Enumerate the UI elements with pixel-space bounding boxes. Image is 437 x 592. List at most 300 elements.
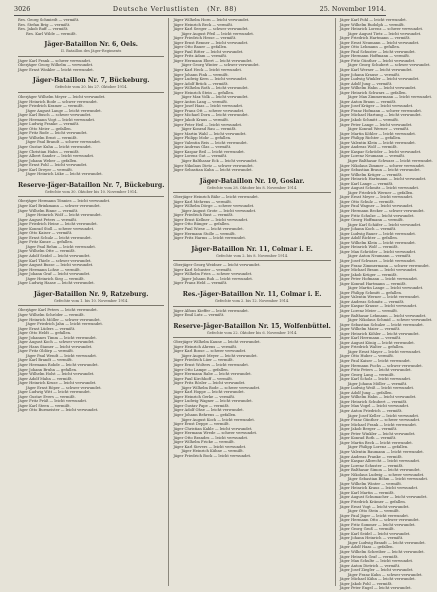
casualty-entry: Jäger Emil Lutz — vermißt. [173,313,225,318]
casualty-entry: Jäger Anton Braun — vermißt. [339,99,397,104]
casualty-entry: Jäger Otto Kaiser — vermißt. [18,231,73,236]
casualty-entry: Jäger Anton Friedrich — vermißt. [339,409,403,414]
casualty-entry: Jäger Ludwig Witt — leicht verwundet. [18,390,91,395]
casualty-entry: Jäger Ludwig Franke — vermißt. [18,122,80,127]
casualty-entry: Jäger Paul Brandt — schwer verwundet. [26,140,102,145]
casualty-entry: Jäger Josef Haas — leicht verwundet. [173,104,244,109]
casualty-entry: Jäger Michael Frank — leicht verwundet. [339,422,418,427]
casualty-entry: Jäger Heinrich Wolf — leicht verwundet. [26,213,102,218]
casualty-entry: Jäger Hermann Stolle — vermißt. [173,231,236,236]
casualty-entry: Res. Stefan Brig — vermißt. [18,22,71,27]
casualty-entry: Jäger Peter Heil — leicht verwundet. [173,122,243,127]
casualty-entry: Jäger Paul Kirchhoff — vermißt. [173,376,233,381]
casualty-entry: Jäger Ernst Schulz — leicht verwundet. [18,235,92,240]
casualty-entry: Jäger Ernst Lüders — vermißt. [18,326,76,331]
issue-number: (Nr. 88) [207,5,238,13]
casualty-entry: Jäger Wilhelm Maier — vermißt. [339,327,401,332]
casualty-entry: Jäger Konrad Roth — vermißt. [339,436,397,441]
casualty-entry: Jäger Franz Zimmermann — schwer verwundet. [339,263,430,268]
casualty-entry: Jäger Fritz Peters — leicht verwundet. [339,368,412,373]
casualty-entry: Jäger Karl Brinkmann — schwer verwundet. [18,204,101,208]
casualty-entry: Jäger Balthasar Lehmann — leicht verwundet. [339,313,427,318]
casualty-entry: Jäger Adolf Jung — vermißt. [339,81,393,86]
casualty-entry: Jäger Kaspar Beil — leicht verwundet. [173,149,245,154]
casualty-entry: Jäger Hermann Fuchs — schwer verwundet. [339,363,423,368]
casualty-entry: Jäger Fritz Harms — leicht verwundet. [173,236,247,241]
section-subheading: Gefechte vom 1. bis 10. November 1914. [53,298,129,303]
casualty-entry: Jäger Gustav Kuhn — leicht verwundet. [18,145,92,150]
casualty-entry: Jäger Philipp Lorenz — gefallen. [347,445,409,450]
casualty-entry: Res. Georg Schmiedt — vermißt. [18,18,80,22]
casualty-entry: Jäger August Peters — vermißt. [18,217,78,222]
casualty-entry: Jäger Karl Bosse — schwer verwundet. [173,349,247,354]
casualty-entry: Jäger Georg Hoffmann — vermißt. [339,218,404,223]
casualty-entry: Jäger Ernst Meyer — leicht verwundet. [339,195,414,200]
casualty-entry: Jäger Valentin Klein — leicht verwundet. [339,140,416,145]
casualty-entry: Jäger Heinrich Möller — schwer verwundet. [18,317,101,322]
casualty-entry: Jäger Adolf Mahn — vermißt. [18,376,73,381]
casualty-entry: Jäger Paul Rehm — leicht verwundet. [26,244,97,249]
casualty-entry: Oberjäger Georg Weidner — leicht verwundet. [173,263,261,268]
casualty-entry: Jäger Otto Lehmann — gefallen. [339,45,401,50]
casualty-entry: Jäger Hermann Wrede — schwer verwundet. [173,431,258,436]
casualty-entry: Oberjäger Georg Wilhelm — verwundet. [18,63,94,68]
casualty-entry: Jäger Jakob Krüger — vermißt. [339,272,398,277]
section-subheading: Gefechte vom 30. Oktober bis 10. November 1914. [44,189,138,194]
casualty-entry: Jäger Albert Sander — leicht verwundet. [18,154,95,159]
casualty-entry: Jäger Martin Wahl — leicht verwundet. [173,131,247,136]
casualty-entry: Jäger Peter Engel — leicht verwundet. [339,586,412,591]
section-heading: Jäger-Bataillon Nr. 9, Ratzeburg. [33,290,149,298]
casualty-entry: Jäger Christian Kahle — leicht verwundet. [173,426,253,431]
casualty-entry: Jäger Nikolaus Schmid — schwer verwundet. [347,318,433,323]
casualty-entry: Jäger Franz Held — vermißt. [173,281,228,286]
casualty-entry: Jäger Johann Heinrich — vermißt. [339,536,404,541]
casualty-entry: Jäger Heinrich Hartmann — leicht verwundet. [339,177,427,182]
casualty-entry: Jäger Hans Stamer — leicht verwundet. [18,344,93,349]
casualty-entry: Jäger Peter Winkler — leicht verwundet. [339,431,416,436]
casualty-entry: Jäger Paul Wendt — leicht verwundet. [26,353,98,358]
casualty-entry: Jäger Max Zimmermann — leicht verwundet. [347,95,433,100]
casualty-entry: Jäger Martin Beck — leicht verwundet. [339,440,413,445]
casualty-entry: Jäger Ludwig Bauer — leicht verwundet. [339,231,417,236]
casualty-entry: Jäger Johann Weber — gefallen. [18,158,78,163]
casualty-entry: Jäger Jakob Schmitt — vermißt. [339,118,400,123]
casualty-entry: Jäger Wilhelm Krüger — vermißt. [339,172,403,177]
casualty-entry: Jäger Karl Lange — vermißt. [339,181,394,186]
casualty-entry: Jäger Lorenz Meier — vermißt. [339,309,398,313]
casualty-entry: Jäger August Koch — leicht verwundet. [181,417,255,422]
section-divider [18,305,164,306]
casualty-entry: Jäger Hermann Ebert — leicht verwundet. [173,58,253,63]
casualty-entry: Jäger Ernst Deppe — vermißt. [173,422,230,427]
casualty-entry: Res. Jakob Ruff — vermißt. [18,27,69,32]
casualty-entry: Jäger Fritz Sommer — leicht verwundet. [339,522,416,527]
casualty-entry: Jäger Anton Dietrich — vermißt. [339,563,401,568]
casualty-entry: Jäger Jakob Pohl — vermißt. [339,581,393,586]
casualty-entry: Jäger Ernst Mayer — leicht verwundet. [347,349,422,354]
casualty-entry: Jäger Fritz Adam — vermißt. [173,54,228,59]
section-subheading: Gefechte vom 22. Oktober bis 6. November 1914. [206,330,298,335]
casualty-entry: Jäger Hermann Hoffmann — vermißt. [339,54,411,59]
casualty-entry: Jäger Nikolaus Dietz — schwer verwundet. [173,163,254,168]
casualty-entry: Jäger Heinrich Lorenz — schwer verwundet. [339,27,424,32]
casualty-entry: Jäger Johann Ruh — leicht verwundet. [181,276,254,281]
casualty-entry: Jäger Fritz Oldörp — vermißt. [18,349,75,354]
section-divider [173,337,330,338]
casualty-entry: Jäger Max Vogel — leicht verwundet. [339,404,410,409]
casualty-entry: Jäger Anton Lang — vermißt. [173,99,229,104]
casualty-entry: Jäger Sebastian Kuhn — leicht verwundet. [173,168,253,173]
casualty-entry: Jäger Josef Schwarz — leicht verwundet. [339,258,417,263]
section-heading: Reserve-Jäger-Bataillon Nr. 15, Wolfenbüttel. [173,322,331,330]
casualty-entry: Jäger Wilhelm Horn — leicht verwundet. [173,18,250,22]
casualty-entry: Jäger Johann Fink — vermißt. [173,72,229,77]
casualty-entry: Jäger Valentin Baumann — leicht verwundet. [339,449,424,454]
casualty-entry: Jäger Franz Günther — schwer verwundet. [339,418,421,423]
section-heading: Jäger-Bataillon Nr. 7, Bückeburg. [32,77,150,85]
casualty-entry: Jäger Adolf Jung — gefallen. [339,390,393,395]
casualty-entry: Jäger Kaspar Albrecht — leicht verwundet. [339,459,421,464]
casualty-entry: Jäger Heinrich Köhler — leicht verwundet. [339,331,420,336]
casualty-entry: Jäger Karl Schäfer — leicht verwundet. [347,222,422,227]
casualty-entry: Jäger Johann Koch — vermißt. [339,227,397,232]
casualty-entry: Jäger Heinrich Stein — gefallen. [173,90,235,95]
casualty-entry: Jäger Ludwig Haase — leicht verwundet. [18,281,95,286]
casualty-entry: Jäger Heinrich Kühne — vermißt. [181,449,244,454]
casualty-entry: Jäger August Schmitz — leicht verwundet. [339,186,420,191]
casualty-entry: Jäger Ernst Kellner — leicht verwundet. [173,217,249,222]
casualty-entry: Jäger Josef Krüger — leicht verwundet. [339,104,414,109]
casualty-entry: Jäger Ludwig Winkler — leicht verwundet. [339,77,420,82]
casualty-entry: Jäger Karl Schuster — vermißt. [173,267,233,272]
casualty-entry: Jäger Heinrich Sieg — vermißt. [26,276,85,281]
casualty-entry: Jäger Christian Hahn — vermißt. [18,149,80,154]
casualty-entry: Jäger Fritz Rode — leicht verwundet. [18,131,88,136]
casualty-entry: Jäger Adolf Richter — gefallen. [339,236,398,241]
casualty-entry: Jäger Heinrich Bode — schwer verwundet. [18,99,98,104]
casualty-entry: Jäger Balthasar Eck — leicht verwundet. [181,158,258,163]
casualty-entry: Jäger Martin Köhler — leicht verwundet. [339,131,417,136]
casualty-entry: Jäger Balthasar Simon — leicht verwundet. [339,468,421,473]
casualty-entry: Jäger August Meyer — leicht verwundet. [181,353,258,358]
casualty-entry: Jäger Jakob Kraus — vermißt. [173,118,230,123]
section-divider [173,192,330,193]
casualty-entry: Jäger Wilhelm Hahn — leicht verwundet. [339,86,417,91]
casualty-entry: Jäger Konrad Hartmann — vermißt. [339,281,407,286]
casualty-entry: Oberjäger Karl Peters — leicht verwundet. [18,308,98,313]
page-header [14,4,386,14]
casualty-entry: Jäger Paul Ritter — leicht verwundet. [173,49,244,54]
casualty-entry: Jäger Friedrich Werner — gefallen. [347,190,414,195]
casualty-entry: Jäger Gustav Evers — vermißt. [18,394,76,399]
casualty-entry: Jäger Otto Bünger — gefallen. [173,222,230,227]
casualty-entry: Jäger Heinrich Lüke — leicht verwundet. [26,172,103,177]
casualty-entry: Jäger Friedrich Kramer — vermißt. [18,104,84,109]
section-divider [18,92,164,93]
section-heading: Res.-Jäger-Bataillon Nr. 11, Colmar i. E. [182,290,322,298]
casualty-entry: Jäger Karl Seidel — leicht verwundet. [339,531,411,536]
issue-date: 25. November 1914. [319,5,386,13]
casualty-entry: Jäger Michael Dorn — leicht verwundet. [173,113,249,118]
casualty-entry: Jäger Friedrich Hesse — vermißt. [173,36,237,41]
casualty-entry: Jäger Wilhelm Hahn — leicht verwundet. [339,395,417,400]
casualty-entry: Jäger Philipp Mohr — gefallen. [173,136,232,141]
casualty-entry: Jäger Karl Herrmann — vermißt. [339,336,402,341]
casualty-entry: Jäger Johann Möller — vermißt. [347,381,408,386]
section-divider [18,56,164,57]
section-divider [18,196,164,197]
header-rule [14,15,386,16]
casualty-entry: Jäger Martin Lange — leicht verwundet. [347,286,424,291]
casualty-entry: Jäger Konrad Werner — vermißt. [347,127,410,132]
casualty-entry: Jäger Johann Graf — leicht verwundet. [18,272,91,277]
column-1 [14,18,168,586]
casualty-entry: Jäger Paul Wagner — leicht verwundet. [339,204,414,209]
casualty-entry: Jäger Wilhelm Roth — leicht verwundet. [173,86,249,91]
casualty-entry: Oberjäger Wilhelm Kaune — leicht verwundet. [173,340,261,345]
casualty-entry: Jäger Karl Mehrens — vermißt. [173,199,233,204]
casualty-entry: Jäger Konrad Rau — vermißt. [181,127,237,132]
column-3 [335,18,437,591]
journal-name: Deutsche Verlustlisten [112,5,200,13]
casualty-entry: Jäger Karl Brandt — vermißt. [18,358,73,363]
casualty-entry: Jäger Johannes Timm — leicht verwundet. [18,335,97,340]
casualty-entry: Oberjäger Hermann Tönnies — leicht verwundet. [18,199,111,204]
casualty-entry: Jäger Ludwig Weiß — leicht verwundet. [339,386,415,391]
casualty-entry: Jäger Kaspar Schröder — leicht verwundet. [339,149,422,154]
casualty-entry: Jäger Hermann Rohde — leicht verwundet. [18,363,99,367]
casualty-entry: Jäger Alfons Kieffer — leicht verwundet. [173,308,249,313]
casualty-entry: Jäger Georg Groß — vermißt. [339,527,395,532]
casualty-entry: Jäger Friedrich Rust — vermißt. [173,213,234,218]
casualty-entry: Jäger August König — leicht verwundet. [339,340,415,345]
casualty-entry: Jäger August Koch — schwer verwundet. [18,340,95,345]
section-heading: Jäger-Bataillon Nr. 10, Goslar. [199,177,305,185]
section-subheading: II. Bataillon des Jäger-Regiments [61,49,122,54]
casualty-entry: Oberjäger Heinrich Bähr — leicht verwundet. [173,195,259,200]
casualty-entry: Jäger Otto Lampe — gefallen. [173,367,229,372]
casualty-entry: Jäger August Busse — leicht verwundet. [18,263,94,268]
casualty-entry: Jäger Friedrich Bock — leicht verwundet. [173,453,252,458]
casualty-entry: Jäger Heinrich Wolf — vermißt. [339,245,399,250]
casualty-entry: Jäger Wilhelm Bode — schwer verwundet. [181,385,261,390]
casualty-entry: Jäger Heinrich Gerke — vermißt. [173,394,236,399]
casualty-entry: Jäger Andreas Franke — vermißt. [339,454,403,459]
casualty-entry: Jäger Paul Kaiser — leicht verwundet. [339,359,411,364]
casualty-entry: Jäger Wilhelm Holst — leicht verwundet. [18,372,95,377]
casualty-entry: Jäger Hermann Otto — schwer verwundet. [339,518,420,523]
casualty-entry: Jäger Max Volk — leicht verwundet. [181,95,249,100]
casualty-entry: Jäger August Schumacher — leicht verwundet. [339,495,428,500]
casualty-entry: Jäger Wilhelm Schröder — vermißt. [18,312,85,317]
section-subheading: Gefechte vom 20. bis 27. Oktober 1914. [54,85,128,90]
casualty-entry: Jäger Heinrich Kraus — leicht verwundet. [339,486,419,491]
casualty-entry: Jäger Adolf Ohse — leicht verwundet. [173,408,244,413]
casualty-entry: Jäger Heinrich Schubert — vermißt. [339,399,408,404]
casualty-entry: Jäger Kaspar Krause — leicht verwundet. [339,304,418,309]
section-subheading: Gefechte vom 28. Oktober bis 8. November 1914. [206,185,298,190]
casualty-entry: Jäger Georg Schubert — schwer verwundet. [347,63,431,68]
casualty-entry: Jäger Wilhelm Rudolph — vermißt. [339,22,405,27]
casualty-entry: Jäger Ernst Pohl — leicht verwundet. [18,163,88,168]
text-columns [14,18,433,591]
casualty-entry: Jäger Friedrich Krämer — gefallen. [339,499,406,504]
casualty-entry: Jäger Heinrich Graf — vermißt. [339,554,399,559]
casualty-entry: Jäger Otto Burmeister — leicht verwundet. [18,408,99,413]
casualty-entry: Jäger Otto Bauer — gefallen. [173,45,228,50]
casualty-entry: Jäger Fritz Günther — leicht verwundet. [339,58,416,63]
casualty-entry: Jäger Johann Behrens — gefallen. [173,413,237,418]
casualty-entry: Jäger Anton Neumann — vermißt. [347,254,412,259]
casualty-entry: Jäger Johann Krause — vermißt. [339,72,401,77]
casualty-entry: Jäger Ernst Neumann — leicht verwundet. [339,40,420,45]
casualty-entry: Jäger Otto Huber — vermißt. [339,354,395,359]
casualty-entry: Jäger Nikolaus Zimmer — schwer verwundet. [339,163,426,168]
casualty-entry: Jäger Karl Scholz — leicht verwundet. [339,377,412,382]
casualty-entry: Jäger Michael Braun — leicht verwundet. [339,268,418,273]
casualty-entry: Jäger Wilhelm Schreiber — leicht verwundet. [339,549,425,554]
casualty-entry: Jäger Ernst Winkler — leicht verwundet. [18,67,94,72]
casualty-entry: Jäger Wilhelm Ernst — vermißt. [18,135,78,140]
casualty-entry: Jäger Philipp Schmitt — gefallen. [339,290,403,295]
journal-title [113,5,237,13]
casualty-entry: Jäger Karl Busch — schwer verwundet. [18,113,92,118]
casualty-entry: Jäger Karl Steen — vermißt. [18,403,71,408]
casualty-entry: Jäger Fritz Rösler — leicht verwundet. [173,381,246,386]
casualty-entry: Jäger Ernst Wolters — leicht verwundet. [173,363,249,367]
casualty-entry: Jäger Ernst Vogt — leicht verwundet. [339,504,410,509]
casualty-entry: Jäger Nikolaus Ludwig — schwer verwundet. [339,472,425,477]
casualty-entry: Jäger Ludwig Brandt — leicht verwundet. [347,540,426,545]
column-2 [168,18,334,586]
casualty-entry: Jäger Ernst Renner — leicht verwundet. [173,40,249,45]
casualty-entry: Jäger Paul Wiese — leicht verwundet. [173,227,244,232]
casualty-entry: Jäger Sebastian Böhm — leicht verwundet. [347,477,429,482]
casualty-entry: Jäger Andreas Schmitz — vermißt. [339,299,405,304]
casualty-entry: Jäger Max Schröder — leicht verwundet. [339,249,417,254]
casualty-entry: Jäger August Tietz — leicht verwundet. [347,31,422,36]
casualty-entry: Jäger Peter Lange — leicht verwundet. [339,122,413,127]
casualty-entry: Jäger Philipp Richter — gefallen. [339,136,402,141]
casualty-entry: Jäger Paul Schuster — leicht verwundet. [339,49,416,54]
casualty-entry: Jäger Konrad Stoll — schwer verwundet. [18,226,95,231]
section-divider [173,306,330,307]
casualty-entry: Jäger Jakob Berger — vermißt. [339,427,398,432]
casualty-entry: Jäger August Pfeil — leicht verwundet. [181,31,255,36]
casualty-entry: Jäger Karl Martin — vermißt. [339,490,395,495]
casualty-entry: Jäger Karl Heck — leicht verwundet. [173,68,243,73]
casualty-entry: Jäger Friedrich Walter — gefallen. [339,345,405,350]
casualty-entry: Jäger Wilhelm Fries — schwer verwundet. [173,272,253,277]
casualty-entry: Jäger Peter Hofmann — leicht verwundet. [339,277,419,282]
casualty-entry: Jäger Lorenz Gut — vermißt. [173,154,228,159]
casualty-entry: Jäger Wilhelm Winter — vermißt. [339,481,402,486]
casualty-entry: Jäger Franz Ott — schwer verwundet. [173,108,245,113]
casualty-entry: Jäger Hermann Becker — schwer verwundet. [339,208,425,213]
casualty-entry: Jäger Karl Thiele — schwer verwundet. [18,258,92,263]
casualty-entry: Jäger Max Schulte — leicht verwundet. [339,559,414,564]
casualty-entry: Jäger Fritz Prüß — leicht verwundet. [18,399,88,404]
casualty-entry: Jäger Karl Dreyer — vermißt. [18,167,74,172]
casualty-entry: Jäger Georg Lang — vermißt. [339,372,395,377]
casualty-entry: Jäger Sebastian Braun — leicht verwundet. [339,168,421,173]
casualty-entry: Jäger Karl Werner — leicht verwundet. [339,68,413,73]
section-subheading: Gefechte vom 2. bis 8. November 1914. [215,253,289,258]
casualty-entry: Jäger Otto Heldt — gefallen. [18,331,72,336]
casualty-entry: Jäger Balthasar Schwarz — leicht verwundet. [347,158,433,163]
casualty-entry: Jäger Valentin Werner — leicht verwundet. [339,295,420,300]
casualty-entry: Jäger Franz Kuhn — schwer verwundet. [347,572,423,577]
casualty-entry: Jäger Michael Kühn — leicht verwundet. [339,577,416,582]
casualty-entry: Jäger Otto Brandes — leicht verwundet. [173,435,249,440]
casualty-entry: Jäger Ludwig Wagner — leicht verwundet. [173,399,253,404]
casualty-entry: Jäger Heinrich Beck — vermißt. [173,22,234,27]
section-subheading: Gefechte vom 2. bis 12. November 1914. [214,298,290,303]
section-heading: Jäger-Bataillon Nr. 11, Colmar i. E. [191,245,313,253]
casualty-entry: Jäger Friedrich Hartmann — vermißt. [339,36,411,41]
casualty-entry: Jäger Ludwig Kern — leicht verwundet. [173,77,248,82]
casualty-entry: Jäger Friedrich Heine — leicht verwundet. [18,222,98,227]
section-divider [173,260,330,261]
casualty-entry: Jäger Karl Hoppe — leicht verwundet. [173,390,245,395]
casualty-entry: Jäger Otto Meier — gefallen. [18,126,72,131]
casualty-entry: Jäger Wilhelm Klein — leicht verwundet. [339,240,416,245]
casualty-entry: Jäger Adolf Brück — vermißt. [173,81,229,86]
casualty-entry: Jäger Adolf Seidel — leicht verwundet. [18,254,91,259]
casualty-entry: Jäger Lorenz Neumann — vermißt. [339,154,406,159]
casualty-entry: Jäger Friedrich Jahn — leicht verwundet. [26,322,103,327]
casualty-entry: Jäger Heinrich Kruse — leicht verwundet. [18,381,97,386]
casualty-entry: Jäger Josef Ziegler — leicht verwundet. [339,568,414,573]
casualty-entry: Jäger Hermann Lohse — vermißt. [18,267,81,272]
casualty-entry: Jäger Karl Sievers — leicht verwundet. [173,444,247,449]
casualty-entry: Jäger Sebastian Schulze — leicht verwundet. [339,322,424,327]
casualty-entry: Jäger Fritz Kunze — gefallen. [18,240,74,245]
casualty-entry: Jäger Fritz Schulze — leicht verwundet. [339,213,415,218]
casualty-entry: Jäger Hermann Rabe — leicht verwundet. [173,372,252,377]
casualty-entry: Jäger Wilhelm Fricke — vermißt. [173,440,235,445]
casualty-entry: Jäger Paul Jäger — leicht verwundet. [339,513,409,518]
casualty-entry: Jäger Franz Hofmann — schwer verwundet. [339,108,422,113]
casualty-entry: Jäger Karl Frank — schwer verwundet. [18,58,92,63]
casualty-entry: Jäger Ernst Röper — schwer verwundet. [26,385,102,390]
casualty-entry: Jäger Andreas Glas — vermißt. [173,145,232,150]
casualty-entry: Jäger Valentin Reis — leicht verwundet. [173,140,248,145]
casualty-entry: Jäger Michael Hartung — leicht verwundet. [339,113,422,118]
casualty-entry: Jäger Andreas Wolf — vermißt. [339,145,398,150]
casualty-entry: Jäger August Lange — leicht verwundet. [26,108,102,113]
casualty-entry: Jäger Otto Schulz — vermißt. [339,199,395,204]
casualty-entry: Jäger Gustav Pape — vermißt. [173,403,230,408]
casualty-entry: Jäger Friedrich Lüer — vermißt. [173,358,234,363]
casualty-entry: Jäger Heinrich Ahrens — vermißt. [173,344,238,349]
section-heading: Jäger-Bataillon Nr. 6, Oels. [44,41,138,49]
casualty-entry: Res. Karl Wilde — vermißt. [26,31,77,36]
casualty-entry: Jäger Georg Winter — schwer verwundet. [181,63,260,68]
casualty-entry: Jäger Karl Pohl — leicht verwundet. [339,18,407,22]
casualty-entry: Jäger Wilhelm Dörge — schwer verwundet. [173,204,255,209]
casualty-entry: Jäger Josef Keller — leicht verwundet. [347,413,420,418]
section-heading: Reserve-Jäger-Bataillon Nr. 7, Bückeburg. [18,181,165,189]
casualty-entry: Jäger Karl Seeger — schwer verwundet. [173,27,249,32]
casualty-entry: Jäger Otto Stein — vermißt. [347,509,400,514]
page-number: 3026 [14,5,31,13]
casualty-entry: Jäger Wilhelm Rinne — vermißt. [18,208,79,213]
casualty-entry: Oberjäger Wilhelm Meyer — leicht verwundet. [18,95,106,100]
casualty-entry: Jäger Heinrich Schwarz — gefallen. [339,90,407,95]
casualty-entry: Jäger Hermann Vogt — leicht verwundet. [18,117,96,122]
